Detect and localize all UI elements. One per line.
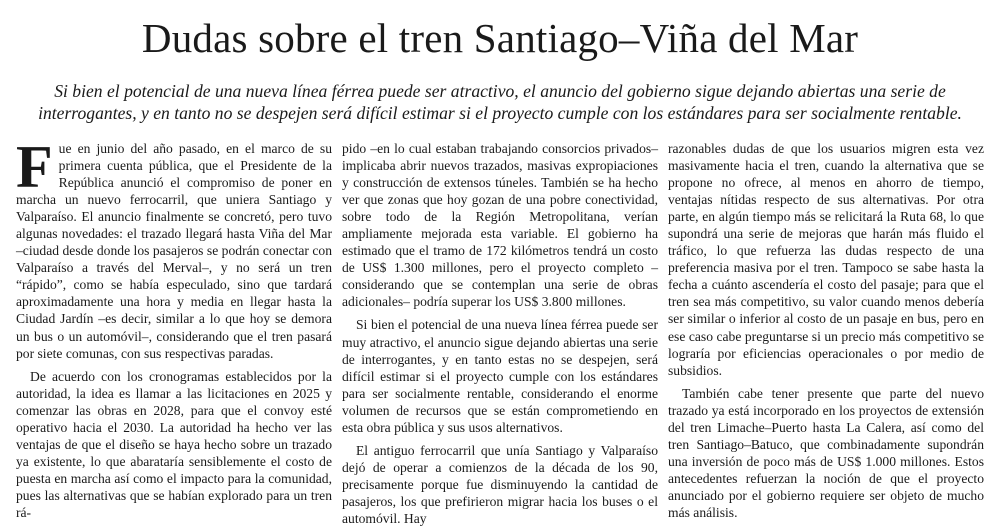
article-column-1 bbox=[16, 134, 332, 520]
paragraph: razonables dudas de que los usuarios migren esta vez masivamente hacia el tren, cuando la alternativa que se propone no ofrece, al menos en ahorro de tiempo, ventajas nítidas respecto de sus alternativas. Por otra parte, en algún tiempo más se relicitará la Ruta 68, lo que supondrá una serie de mejoras que harán más fluido el tráfico, lo que refuerza las dudas respecto de una preferencia masiva por el tren. Tampoco se sabe hasta la fecha a cuánto ascendería el costo del pasaje; para que el tren sea más competitivo, su valor cuando menos debería ser similar o inferior al costo de un pasaje en bus, pero en ese caso cabe preguntarse si un precio más competitivo se lograría por eficiencias operacionales o por medio de subsidios. bbox=[668, 141, 984, 378]
article-column-3 bbox=[668, 140, 984, 520]
paragraph: También cabe tener presente que parte del nuevo trazado ya está incorporado en los proyectos de extensión del tren Limache–Puerto hasta La Calera, así como del tren Santiago–Batuco, que combinadamente supondrán una inversión de poco más de US$ 1.000 millones. Estos antecedentes refuerzan la noción de que el proyecto anunciado por el gobierno requiere ser objeto de mucho más análisis. bbox=[668, 385, 984, 520]
lede: Si bien el potencial de una nueva línea férrea puede ser atractivo, el anuncio del gobierno sigue dejando abiertas una serie de interrogantes, y en tanto no se despejen será difícil estimar si el proyecto cumple con los estándares para ser socialmente rentable. bbox=[38, 81, 962, 123]
article-column-2 bbox=[342, 140, 658, 526]
paragraph: El antiguo ferrocarril que unía Santiago y Valparaíso dejó de operar a comienzos de la década de los 90, precisamente porque fue disminuyendo la cantidad de pasajeros, los que prefirieron migrar hacia los buses o el automóvil. Hay bbox=[342, 442, 658, 526]
headline: Dudas sobre el tren Santiago–Viña del Mar bbox=[141, 15, 859, 61]
paragraph bbox=[16, 134, 332, 362]
paragraph: pido –en lo cual estaban trabajando consorcios privados– implicaba abrir nuevos trazados, masivas expropiaciones y construcción de extensos túneles. También se ha hecho ver que zonas que hoy gozan de una pobre conectividad, sobre todo de la Región Metropolitana, verían ampliamente mejorada esta variable. El gobierno ha estimado que el tramo de 172 kilómetros tendrá un costo de US$ 1.300 millones, pero el proyecto completo –considerando que se contemplan una serie de obras adicionales– podría superar los US$ 3.800 millones. bbox=[342, 141, 658, 310]
paragraph-text: ue en junio del año pasado, en el marco de su primera cuenta pública, que el Presidente de la República anunció el compromiso de poner en marcha un nuevo ferrocarril, que uniera Santiago y Valparaíso. El anuncio finalmente se concretó, pero tuvo algunas novedades: el trazado llegará hasta Viña del Mar –ciudad desde donde los pasajeros se podrán conectar con Valparaíso a través del Merval–, y no será un tren “rápido”, como se había especulado, sino que tardará aproximadamente una hora y media en llegar hasta la Ciudad Jardín –es decir, similar a lo que hoy se demora un bus o un automóvil–, considerando que el tren pasará por siete comunas, con sus respectivas paradas. bbox=[16, 141, 332, 361]
drop-cap: F bbox=[16, 134, 53, 200]
paragraph: Si bien el potencial de una nueva línea férrea puede ser muy atractivo, el anuncio sigue dejando abiertas una serie de interrogantes, y en tanto estas no se despejen, será difícil estimar si el proyecto cumple con los estándares para ser socialmente rentable, considerando el enorme volumen de recursos que se están comprometiendo en esta obra pública y sus usos alternativos. bbox=[342, 317, 658, 435]
paragraph: De acuerdo con los cronogramas establecidos por la autoridad, la idea es llamar a las licitaciones en 2025 y comenzar las obras en 2028, para que el convoy esté operativo hacia el 2030. La autoridad ha hecho ver las ventajas de que el diseño se haya hecho sobre un trazado ya existente, lo que abarataría sensiblemente el costo de puesta en marcha así como el impacto para la comunidad, pues las alternativas que se habían explorado para un tren rá- bbox=[16, 368, 332, 520]
